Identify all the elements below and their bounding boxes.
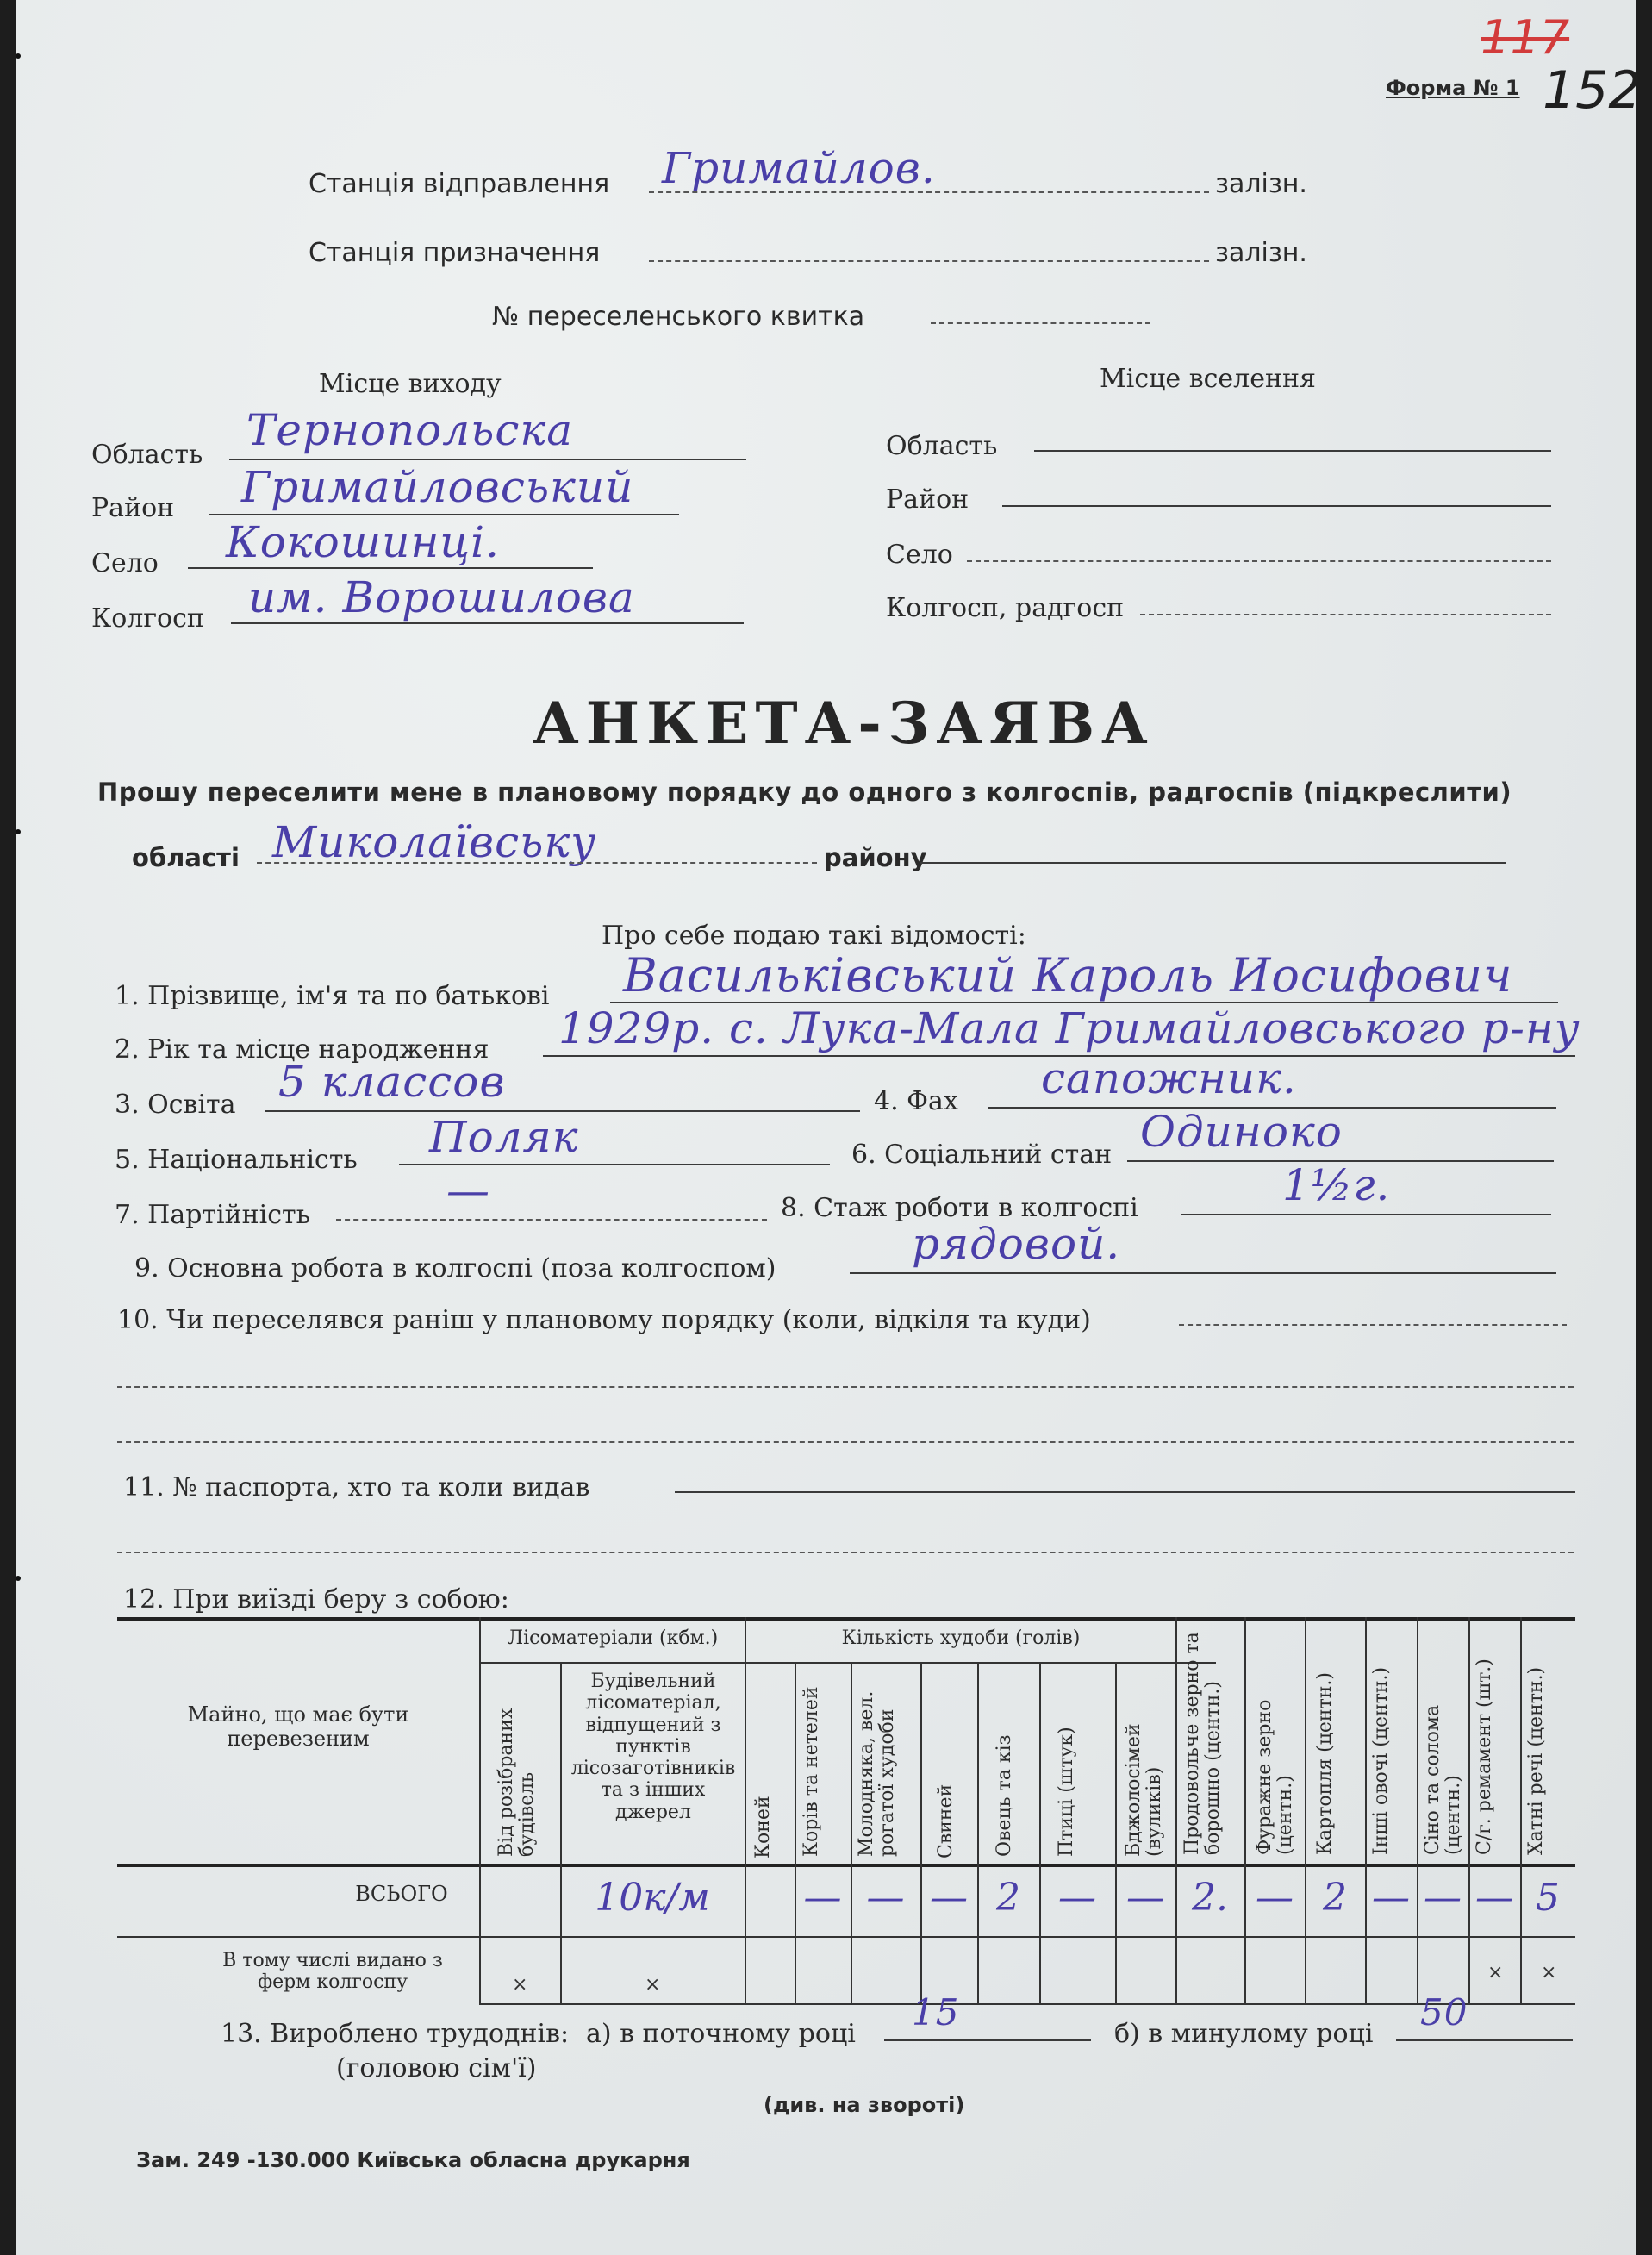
- col-potato-header: Картопля (центн.): [1314, 1672, 1336, 1855]
- intro-text: Про себе подаю такі відомості:: [602, 921, 1026, 951]
- departure-station-value: Гримайлов.: [662, 143, 936, 193]
- col-birds-header: Птиці (штук): [1056, 1727, 1077, 1857]
- origin-oblast-label: Область: [91, 440, 203, 470]
- col-veg-header: Інші овочі (центн.): [1370, 1666, 1392, 1855]
- item-9-value: рядовой.: [912, 1219, 1121, 1269]
- col-property-header: Майно, що має бути перевезеним: [187, 1702, 409, 1751]
- settlement-rayon-line: [1002, 505, 1551, 507]
- reverse-note: (див. на звороті): [764, 2093, 965, 2117]
- origin-selo-label: Село: [91, 548, 159, 578]
- item-12-label: 12. При виїзді беру з собою:: [123, 1584, 509, 1615]
- baggage-table: [117, 1617, 1575, 2005]
- printer-imprint: Зам. 249 -130.000 Київська обласна друкарня: [136, 2148, 690, 2172]
- item-9-label: 9. Основна робота в колгоспі (поза колгоспом): [134, 1253, 776, 1284]
- form-number-label: Форма № 1: [1386, 76, 1520, 100]
- ticket-line: [931, 322, 1150, 324]
- farm-mark-home: ×: [1541, 1962, 1557, 1983]
- new-folio-number: 152: [1543, 60, 1642, 121]
- settlement-selo-line: [967, 560, 1551, 562]
- item-6-label: 6. Соціальний стан: [851, 1140, 1113, 1170]
- total-hay: —: [1424, 1876, 1462, 1920]
- total-veg: —: [1372, 1876, 1410, 1920]
- table-rule: [920, 1662, 922, 2005]
- table-rule: [117, 1617, 1575, 1621]
- departure-station-label: Станція відправлення: [309, 169, 610, 199]
- table-rule: [479, 1662, 1216, 1664]
- item-5-label: 5. Національність: [115, 1145, 358, 1175]
- item-10-line-2: [117, 1386, 1574, 1388]
- settlement-rayon-label: Район: [886, 484, 969, 515]
- item-1-label: 1. Прізвище, ім'я та по батькові: [115, 981, 550, 1011]
- binder-mark: [16, 829, 21, 834]
- col-hay-header: Сіно та солома (центн.): [1422, 1704, 1465, 1855]
- form-title: АНКЕТА-ЗАЯВА: [533, 690, 1155, 757]
- workdays-current-label: а) в поточному році: [586, 2019, 856, 2049]
- col-home-header: Хатні речі (центн.): [1525, 1666, 1547, 1855]
- ticket-label: № переселенського квитка: [492, 302, 865, 332]
- settlement-oblast-line: [1034, 450, 1551, 452]
- workdays-sublabel: (головою сім'ї): [336, 2053, 537, 2083]
- col-horses-header: Коней: [752, 1796, 774, 1858]
- total-birds: —: [1058, 1876, 1096, 1920]
- farm-mark-building: ×: [645, 1974, 661, 1996]
- item-2-value: 1929р. с. Лука-Мала Гримайловського р-ну: [558, 1003, 1580, 1053]
- total-home: 5: [1536, 1876, 1560, 1920]
- rail-label-1: залізн.: [1215, 169, 1307, 199]
- workdays-last-label: б) в минулому році: [1114, 2019, 1374, 2049]
- col-grain-header: Продовольче зерно та борошно (центн.): [1181, 1632, 1225, 1855]
- col-tools-header: С/г. ремамент (шт.): [1474, 1658, 1495, 1855]
- table-rule: [1305, 1617, 1306, 2005]
- col-demolished-header: Від розібраних будівель: [496, 1708, 539, 1857]
- settlement-heading: Місце вселення: [1100, 364, 1316, 394]
- settlement-kolhosp-line: [1140, 614, 1551, 615]
- table-rule: [117, 1936, 1575, 1938]
- group-timber-header: Лісоматеріали (кбм.): [507, 1627, 719, 1649]
- col-sheep-header: Овець та кіз: [994, 1734, 1015, 1857]
- total-building: 10к/м: [595, 1876, 710, 1920]
- item-9-line: [850, 1272, 1556, 1274]
- origin-heading: Місце виходу: [319, 369, 502, 399]
- destination-station-label: Станція призначення: [309, 238, 601, 268]
- origin-selo-line: [188, 567, 593, 569]
- row-farm-label: В тому числі видано з ферм колгоспу: [222, 1950, 443, 1994]
- workdays-last-line: [1396, 2039, 1573, 2041]
- destination-line: [649, 260, 1209, 262]
- col-cows-header: Корів та нетелей: [801, 1686, 822, 1857]
- item-7-label: 7. Партійність: [115, 1200, 310, 1230]
- total-cows: —: [803, 1876, 842, 1920]
- table-rule: [1365, 1617, 1367, 2005]
- item-8-label: 8. Стаж роботи в колгоспі: [781, 1193, 1138, 1223]
- col-pigs-header: Свиней: [935, 1783, 957, 1858]
- total-fodder: —: [1256, 1876, 1294, 1920]
- request-rayon-label: району: [824, 843, 927, 872]
- total-grain: 2.: [1192, 1876, 1228, 1920]
- departure-line: [649, 191, 1209, 193]
- item-4-label: 4. Фах: [874, 1086, 958, 1116]
- farm-mark-demolished: ×: [512, 1974, 528, 1996]
- item-10-line-1: [1179, 1324, 1567, 1326]
- table-rule: [1468, 1617, 1470, 2005]
- item-10-label: 10. Чи переселявся раніш у плановому порядку (коли, відкіля та куди): [117, 1305, 1091, 1335]
- origin-oblast-value: Тернопольска: [246, 405, 574, 455]
- item-6-value: Одиноко: [1140, 1107, 1343, 1157]
- settlement-kolhosp-label: Колгосп, радгосп: [886, 593, 1125, 623]
- item-5-value: Поляк: [429, 1112, 579, 1162]
- col-young-header: Молодняка, вел. рогатої худоби: [856, 1690, 899, 1857]
- table-rule: [977, 1662, 979, 2005]
- origin-kolhosp-value: им. Ворошилова: [248, 572, 635, 622]
- origin-selo-value: Кокошинці.: [226, 517, 501, 567]
- request-line: Прошу переселити мене в плановому порядку до одного з колгоспів, радгоспів (підкреслити): [97, 778, 1512, 807]
- origin-rayon-label: Район: [91, 493, 175, 523]
- item-11-line-2: [117, 1552, 1574, 1553]
- origin-rayon-value: Гримайловський: [241, 462, 634, 512]
- origin-kolhosp-label: Колгосп: [91, 603, 204, 634]
- origin-rayon-line: [209, 514, 679, 515]
- total-pigs: —: [930, 1876, 968, 1920]
- item-2-label: 2. Рік та місце народження: [115, 1034, 489, 1065]
- item-3-value: 5 классов: [278, 1057, 506, 1107]
- table-rule: [1520, 1617, 1522, 2005]
- group-cattle-header: Кількість худоби (голів): [841, 1627, 1081, 1649]
- farm-mark-tools: ×: [1487, 1962, 1504, 1983]
- table-rule: [1175, 1617, 1177, 2005]
- total-tools: —: [1475, 1876, 1513, 1920]
- form-sheet: [16, 0, 1642, 2255]
- item-1-value: Васильківський Кароль Иосифович: [623, 948, 1513, 1003]
- table-rule: [745, 1617, 746, 2005]
- table-rule: [795, 1662, 796, 2005]
- workdays-current-value: 15: [912, 1991, 960, 2033]
- origin-oblast-line: [229, 459, 746, 460]
- rail-label-2: залізн.: [1215, 238, 1307, 268]
- table-rule: [1244, 1617, 1246, 2005]
- request-rayon-line: [920, 862, 1506, 864]
- binder-mark: [16, 1576, 21, 1581]
- col-fodder-header: Фуражне зерно (центн.): [1254, 1699, 1297, 1855]
- settlement-selo-label: Село: [886, 540, 953, 570]
- workdays-last-value: 50: [1420, 1991, 1468, 2033]
- table-rule: [1417, 1617, 1418, 2005]
- col-bees-header: Бджолосімей (вуликів): [1123, 1723, 1166, 1857]
- table-rule: [560, 1662, 562, 2005]
- item-11-line-1: [675, 1491, 1575, 1493]
- origin-kolhosp-line: [231, 622, 744, 624]
- item-8-line: [1181, 1214, 1551, 1215]
- table-rule: [479, 1617, 481, 2005]
- total-sheep: 2: [996, 1876, 1020, 1920]
- item-11-label: 11. № паспорта, хто та коли видав: [123, 1472, 590, 1502]
- request-oblast-label: області: [132, 843, 240, 872]
- request-oblast-value: Миколаївську: [272, 817, 597, 867]
- item-4-value: сапожник.: [1041, 1053, 1297, 1103]
- total-young: —: [866, 1876, 905, 1920]
- total-potato: 2: [1323, 1876, 1347, 1920]
- binder-mark: [16, 53, 21, 59]
- row-total-label: ВСЬОГО: [355, 1882, 448, 1906]
- item-3-label: 3. Освіта: [115, 1090, 236, 1120]
- total-bees: —: [1126, 1876, 1164, 1920]
- request-oblast-line: [257, 862, 817, 864]
- table-rule: [1039, 1662, 1041, 2005]
- table-rule: [851, 1662, 852, 2005]
- col-building-header: Будівельний лісоматеріал, відпущений з пунктів лісозаготівників та з інших джерел: [570, 1671, 736, 1823]
- table-rule: [1115, 1662, 1117, 2005]
- settlement-oblast-label: Область: [886, 431, 998, 461]
- item-7-line: [336, 1219, 767, 1221]
- table-rule: [117, 1864, 1575, 1867]
- item-7-value: —: [446, 1165, 490, 1215]
- old-folio-number: 117: [1481, 10, 1570, 65]
- item-10-line-3: [117, 1441, 1574, 1443]
- item-8-value: 1½г.: [1282, 1160, 1391, 1210]
- table-rule: [479, 2003, 1575, 2005]
- workdays-label: 13. Вироблено трудоднів:: [221, 2019, 570, 2049]
- workdays-current-line: [884, 2039, 1091, 2041]
